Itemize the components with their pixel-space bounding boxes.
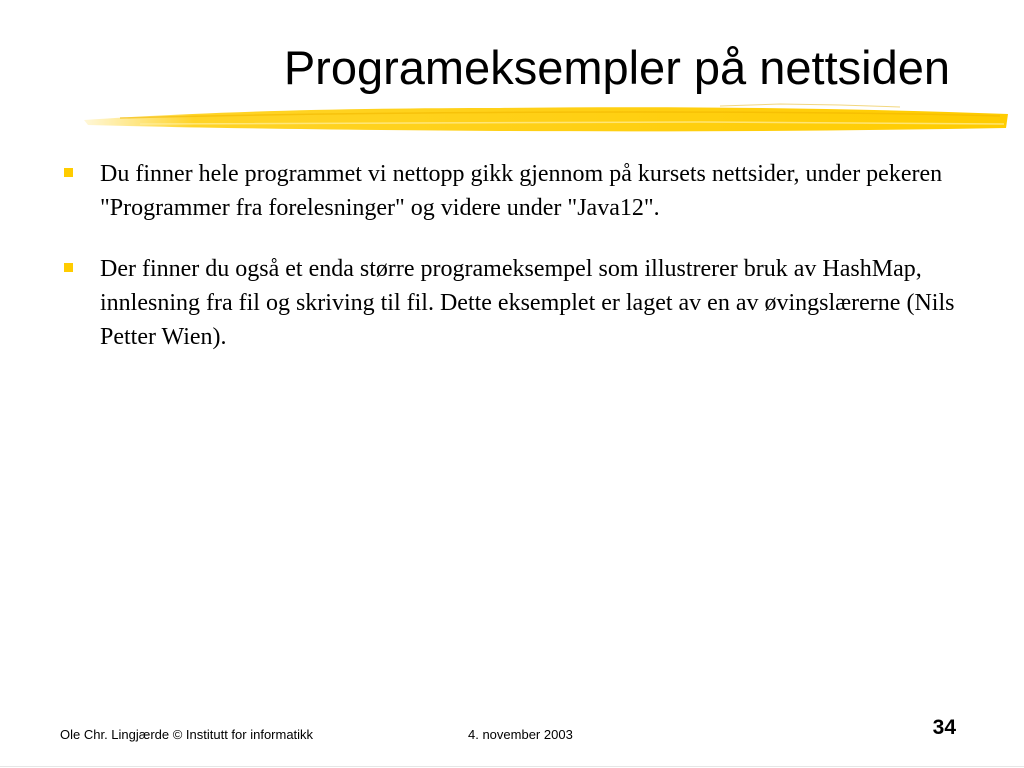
bullet-item xyxy=(60,252,960,354)
title-brush-underline xyxy=(80,98,1012,136)
slide-number: 34 xyxy=(932,716,956,739)
bullet-list xyxy=(60,157,960,381)
square-bullet-icon xyxy=(64,168,73,177)
bullet-text: Der finner du også et enda større programeksempel som illustrerer bruk av HashMap, innlesning fra fil og skriving til fil. Dette eksemplet er laget av en av øvingslærerne (Nils Petter Wien). xyxy=(100,256,955,350)
footer-date: 4. november 2003 xyxy=(468,727,573,742)
square-bullet-icon xyxy=(64,263,73,272)
bullet-item xyxy=(60,157,960,225)
bullet-text: Du finner hele programmet vi nettopp gikk gjennom på kursets nettsider, under pekeren "Programmer fra forelesninger" og videre under "Java12". xyxy=(100,161,943,221)
slide-title: Programeksempler på nettsiden xyxy=(283,41,950,94)
footer-author: Ole Chr. Lingjærde © Institutt for informatikk xyxy=(60,727,314,742)
bottom-divider xyxy=(0,766,1024,767)
